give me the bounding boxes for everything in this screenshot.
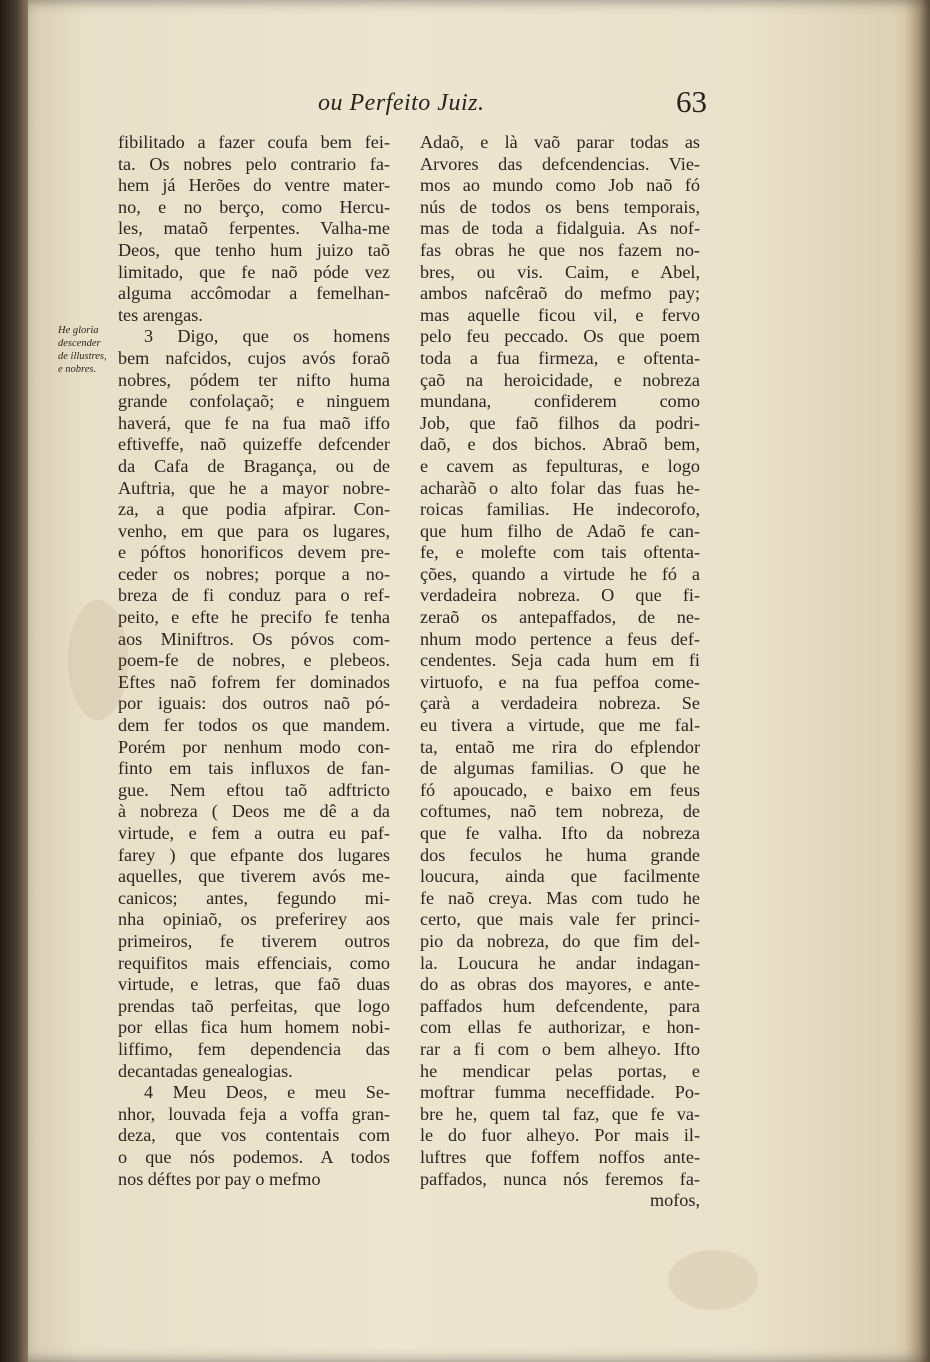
text-line: nhum modo pertence a feus def- [420, 628, 700, 649]
text-line: farey ) que efpante dos lugares [118, 844, 390, 865]
text-line: zeraõ os antepaffados, de ne- [420, 607, 700, 628]
text-line: virtude, e fem a outra eu paf- [118, 823, 390, 843]
running-head: ou Perfeito Juiz. [318, 90, 485, 116]
text-line: o que nós podemos. A todos [118, 1146, 390, 1167]
text-line: coftumes, naõ tem nobreza, de [420, 801, 700, 822]
text-line: do as obras dos mayores, e ante- [420, 974, 700, 995]
text-line: Eftes naõ fofrem fer dominados [118, 671, 390, 692]
text-line: e póftos honorificos devem pre- [118, 542, 390, 563]
text-line: aos Miniftros. Os póvos com- [118, 628, 390, 649]
text-line: no, e no berço, como Hercu- [118, 196, 390, 217]
text-line: çaõ na heroicidade, e nobreza [420, 369, 700, 390]
foxing-stain [668, 1250, 758, 1310]
text-line: ções, quando a virtude he fó a [420, 563, 700, 584]
text-line: nús de todos os bens temporais, [420, 196, 700, 217]
text-line: le do fuor alheyo. Por mais il- [420, 1125, 700, 1146]
text-line: verdadeira nobreza. O que fi- [420, 585, 700, 606]
text-line: Job, que faõ filhos da podri- [420, 412, 700, 433]
text-line: la. Loucura he andar indagan- [420, 952, 700, 973]
text-line: nobres, pódem ter nifto huma [118, 369, 390, 390]
text-line: luftres que foffem noffos ante- [420, 1146, 700, 1167]
text-line: que fe valha. Ifto da nobreza [420, 823, 700, 843]
text-line: requifitos mais effenciais, como [118, 952, 390, 973]
text-line: venho, em que para os lugares, [118, 520, 390, 541]
text-line: fó apoucado, e baixo em feus [420, 779, 700, 800]
text-line: acharàõ o alto folar das fuas he- [420, 477, 700, 498]
text-line: daõ, e dos bichos. Abraõ bem, [420, 434, 700, 455]
text-line: 4 Meu Deos, e meu Se- [144, 1082, 390, 1103]
margin-note-line: He gloria [58, 325, 99, 336]
text-line: Deos, que tenho hum juizo taõ [118, 239, 390, 260]
text-line: à nobreza ( Deos me dê a da [118, 801, 390, 822]
text-line: mos ao mundo como Job naõ fó [420, 175, 700, 196]
text-line: pelo feu peccado. Os que poem [420, 326, 700, 347]
text-line: haverá, que fe na fua maõ iffo [118, 412, 390, 433]
text-line: fe, e molefte com tais oftenta- [420, 542, 700, 563]
text-line: Porém por nenhum modo con- [118, 736, 390, 757]
text-line: da Cafa de Bragança, ou de [118, 455, 390, 476]
text-line: Arvores das defcendencias. Vie- [420, 153, 700, 174]
text-line: ta. Os nobres pelo contrario fa- [118, 153, 390, 174]
text-line: e cavem as fepulturas, e logo [420, 455, 700, 476]
text-line: com ellas fe authorizar, e hon- [420, 1017, 700, 1038]
text-line: eftiveffe, naõ quizeffe defcender [118, 434, 390, 455]
text-line: mundana, confiderem como [420, 391, 700, 412]
page-right-edge [904, 0, 930, 1362]
text-line: nha opiniaõ, os preferirey aos [118, 909, 390, 930]
text-line: poem-fe de nobres, e plebeos. [118, 650, 390, 671]
text-line: breza de fi conduz para o ref- [118, 585, 390, 606]
text-line: certo, que mais vale fer princi- [420, 909, 700, 930]
text-line: pio da nobreza, do que fim del- [420, 930, 700, 951]
text-line: eu tivera a virtude, que me fal- [420, 715, 700, 736]
text-line: ceder os nobres; porque a no- [118, 563, 390, 584]
text-line: tes arengas. [118, 304, 203, 325]
text-line: 3 Digo, que os homens [144, 326, 390, 347]
text-line: ambos nafcêraõ do mefmo pay; [420, 283, 700, 304]
text-line: moftrar fumma neceffidade. Po- [420, 1082, 700, 1103]
text-line: primeiros, fe tiverem outros [118, 930, 390, 951]
text-line: por iguais: dos outros naõ pó- [118, 693, 390, 714]
text-line: nhor, louvada feja a voffa gran- [118, 1103, 390, 1124]
text-line: mofos, [649, 1190, 700, 1211]
text-line: fibilitado a fazer coufa bem fei- [118, 132, 390, 152]
text-line: çarà a verdadeira nobreza. Se [420, 693, 700, 714]
page-header [28, 84, 930, 128]
text-line: grande confolaçaõ; e ninguem [118, 391, 390, 412]
text-line: dem fer todos os que mandem. [118, 715, 390, 736]
margin-note-line: de illustres, [58, 351, 107, 362]
text-line: bres, ou vis. Caim, e Abel, [420, 261, 700, 282]
left-column [118, 132, 390, 1190]
text-line: peito, e efte he precifo fe tenha [118, 607, 390, 628]
text-line: bre he, quem tal faz, que fe va- [420, 1103, 700, 1124]
right-column [420, 132, 700, 1212]
text-line: prendas taõ perfeitas, que logo [118, 995, 390, 1016]
text-line: de algumas familias. O que he [420, 758, 700, 779]
book-gutter [0, 0, 28, 1362]
text-line: les, mataõ ferpentes. Valha-me [118, 218, 390, 239]
text-line: cendentes. Seja cada hum em fi [420, 650, 700, 671]
text-line: dos feculos he huma grande [420, 844, 700, 865]
text-line: fe naõ creya. Mas com tudo he [420, 887, 700, 908]
text-line: nos déftes por pay o mefmo [118, 1168, 321, 1189]
text-line: loucura, ainda que facilmente [420, 866, 700, 887]
text-line: aquelles, que tiverem avós me- [118, 866, 390, 887]
text-line: virtude, e letras, que faõ duas [118, 974, 390, 995]
text-line: hem já Herões do ventre mater- [118, 175, 390, 196]
margin-note-line: descender [58, 338, 101, 349]
text-line: Adaõ, e là vaõ parar todas as [420, 132, 700, 152]
text-line: rar a fi com o bem alheyo. Ifto [420, 1038, 700, 1059]
text-line: decantadas genealogias. [118, 1060, 293, 1081]
text-line: liffimo, fem dependencia das [118, 1038, 390, 1059]
text-line: fas obras he que nos fazem no- [420, 239, 700, 260]
text-line: finto em tais influxos de fan- [118, 758, 390, 779]
text-line: ta, entaõ me rira do efplendor [420, 736, 700, 757]
text-line: virtuofo, e na fua peffoa come- [420, 671, 700, 692]
text-line: que hum filho de Adaõ fe can- [420, 520, 700, 541]
book-page [28, 0, 930, 1362]
text-line: gue. Nem eftou taõ adftricto [118, 779, 390, 800]
text-line: toda a fua firmeza, e oftenta- [420, 347, 700, 368]
text-line: za, a que podia afpirar. Con- [118, 499, 390, 520]
text-line: he mendicar pelas portas, e [420, 1060, 700, 1081]
text-line: alguma accômodar a femelhan- [118, 283, 390, 304]
text-line: paffados, nunca nós feremos fa- [420, 1168, 700, 1189]
text-line: deza, que vos contentais com [118, 1125, 390, 1146]
text-line: por ellas fica hum homem nobi- [118, 1017, 390, 1038]
text-line: bem nafcidos, cujos avós foraõ [118, 347, 390, 368]
text-line: canicos; antes, fegundo mi- [118, 887, 390, 908]
page-number: 63 [676, 84, 707, 119]
text-line: mas de toda a fidalguia. As nof- [420, 218, 700, 239]
text-line: paffados hum defcendente, para [420, 995, 700, 1016]
text-line: Auftria, que he a mayor nobre- [118, 477, 390, 498]
text-line: limitado, que fe naõ póde vez [118, 261, 390, 282]
text-line: roicas familias. He indecorofo, [420, 499, 700, 520]
text-line: mas aquelle ficou vil, e fervo [420, 304, 700, 325]
margin-note-line: e nobres. [58, 364, 97, 375]
